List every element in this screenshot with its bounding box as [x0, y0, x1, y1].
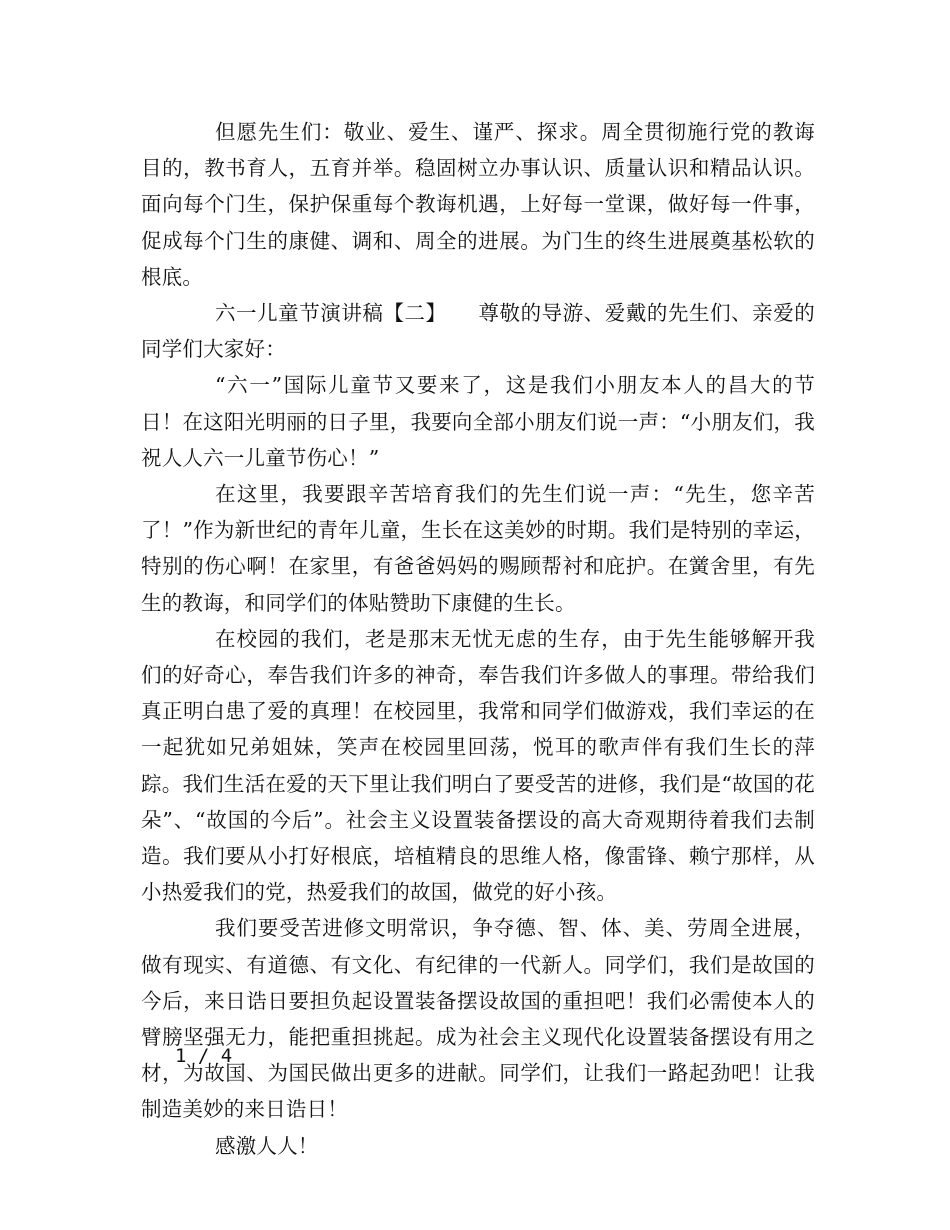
paragraph-speech-heading: 六一儿童节演讲稿【二】 尊敬的导游、爱戴的先生们、亲爱的同学们大家好： — [141, 301, 815, 362]
paragraph-thanks-teachers: 在这里，我要跟辛苦培育我们的先生们说一声：“先生，您辛苦了！”作为新世纪的青年儿童，生长在这美妙的时期。我们是特别的幸运，特别的伤心啊！在家里，有爸爸妈妈的赐顾帮衬和庇护。在黉舍里，有先生的教诲，和同学们的体贴赞助下康健的生长。 — [141, 482, 815, 615]
paragraph-teachers-wish: 但愿先生们：敬业、爱生、谨严、探求。周全贯彻施行党的教诲目的，教书育人，五育并举。稳固树立办事认识、质量认识和精品认识。面向每个门生，保护保重每个教诲机遇，上好每一堂课，做好每一件事，促成每个门生的康健、调和、周全的进展。为门生的终生进展奠基松软的根底。 — [141, 120, 815, 289]
document-body — [141, 114, 815, 1164]
page-number: 1 / 4 — [175, 1045, 233, 1067]
paragraph-closing: 感激人人！ — [215, 1133, 319, 1158]
paragraph-study-hard: 我们要受苦进修文明常识，争夺德、智、体、美、劳周全进展，做有现实、有道德、有文化、有纪律的一代新人。同学们，我们是故国的今后，来日诰日要担负起设置装备摆设故国的重担吧！我们必需使本人的臂膀坚强无力，能把重担挑起。成为社会主义现代化设置装备摆设有用之材，为故国、为国民做出更多的进献。同学们，让我们一路起劲吧！让我制造美妙的来日诰日！ — [141, 916, 815, 1122]
paragraph-campus-life: 在校园的我们，老是那末无忧无虑的生存，由于先生能够解开我们的好奇心，奉告我们许多的神奇，奉告我们许多做人的事理。带给我们真正明白患了爱的真理！在校园里，我常和同学们做游戏，我们幸运的在一起犹如兄弟姐妹，笑声在校园里回荡，悦耳的歌声伴有我们生长的萍踪。我们生活在爱的天下里让我们明白了要受苦的进修，我们是“故国的花朵”、“故国的今后”。社会主义设置装备摆设的高大奇观期待着我们去制造。我们要从小打好根底，培植精良的思维人格，像雷锋、赖宁那样，从小热爱我们的党，热爱我们的故国，做党的好小孩。 — [141, 626, 815, 905]
paragraph-childrens-day: “六一”国际儿童节又要来了，这是我们小朋友本人的昌大的节日！在这阳光明丽的日子里，我要向全部小朋友们说一声：“小朋友们，我祝人人六一儿童节伤心！” — [141, 373, 815, 470]
